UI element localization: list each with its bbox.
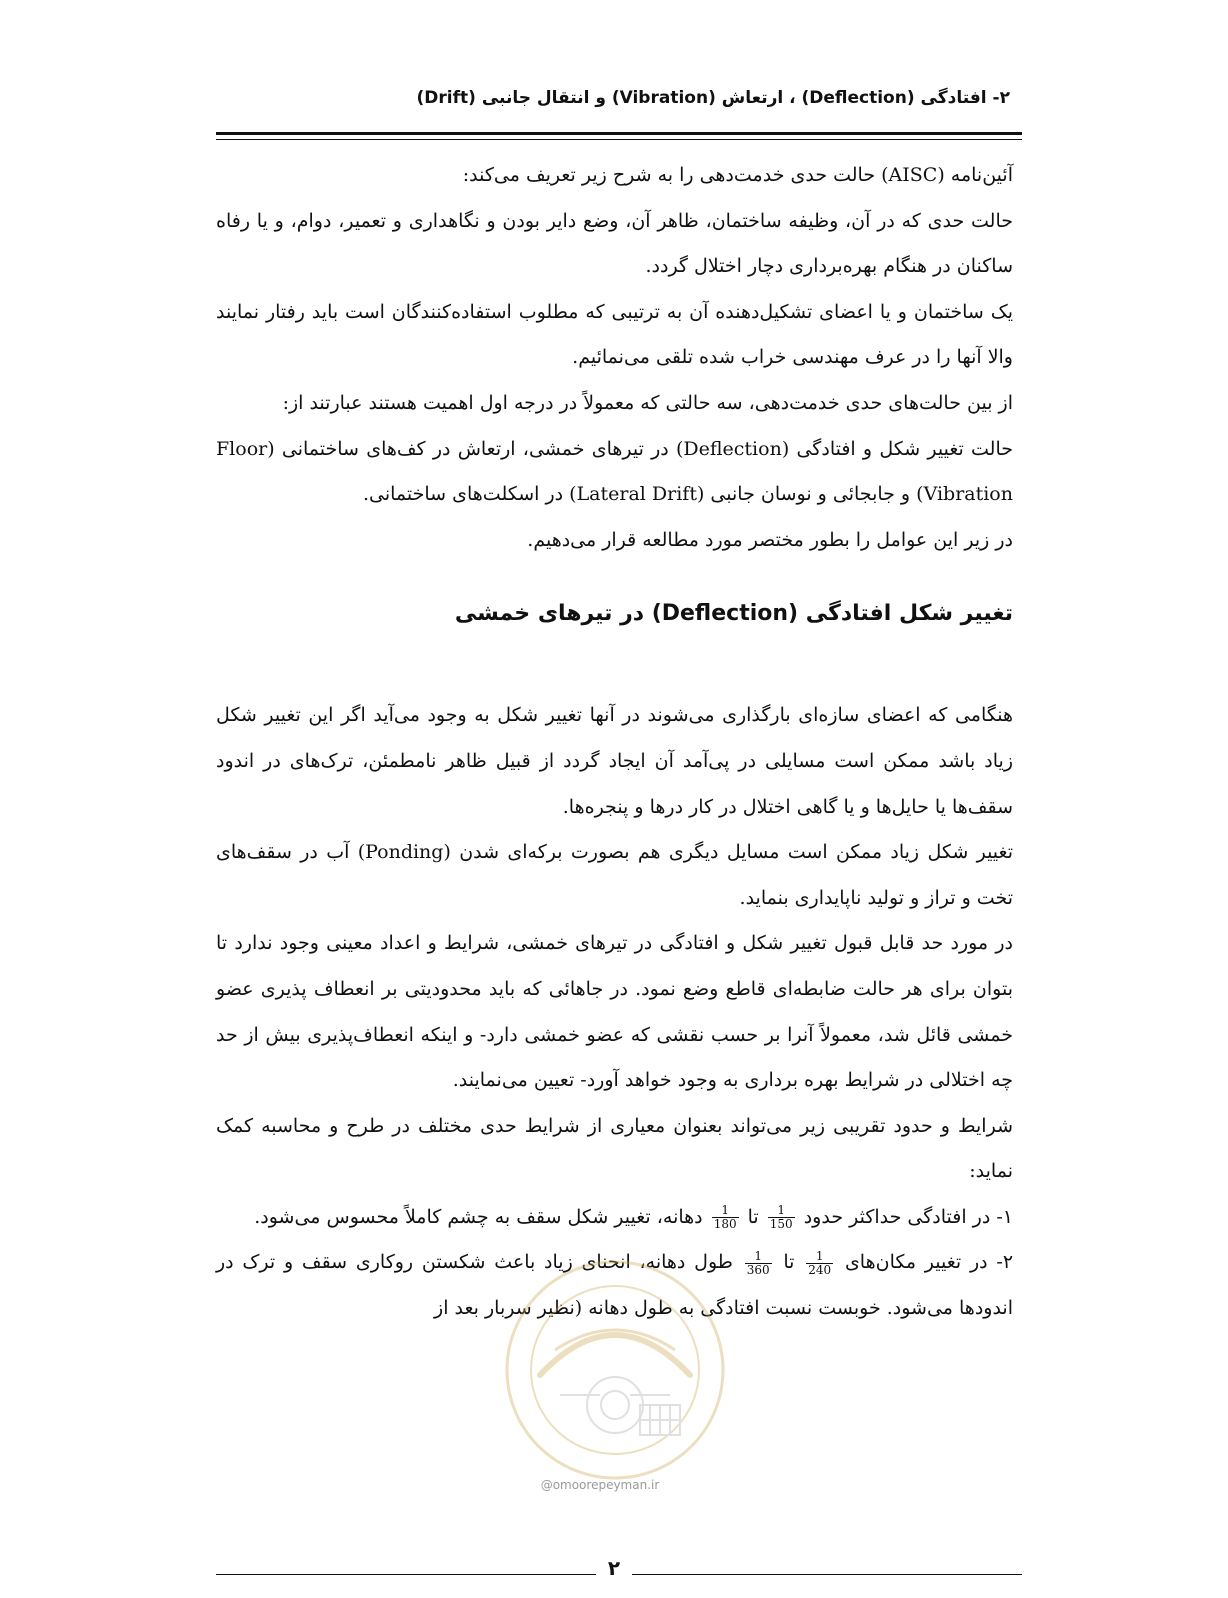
fraction-denominator: 180 <box>713 1217 737 1232</box>
paragraph-behavior: یک ساختمان و یا اعضای تشکیل‌دهنده آن به ترتیبی که مطلوب استفاده‌کنندگان است باید رفتار نمایند والا آنها را در عرف مهندسی خراب شده تلقی می‌نمائیم. <box>216 300 1013 369</box>
paragraph-definition: حالت حدی که در آن، وظیفه ساختمان، ظاهر آن، وضع دایر بودن و نگاهداری و تعمیر، دوام، و یا رفاه ساکنان در هنگام بهره‌برداری دچار اختلال گردد. <box>216 209 1013 278</box>
fraction-1-360 <box>745 1250 772 1277</box>
body-text <box>216 153 1013 1332</box>
fraction-denominator: 240 <box>808 1262 832 1277</box>
fraction-1-180 <box>712 1204 739 1231</box>
paragraph-study-note: در زیر این عوامل را بطور مختصر مورد مطالعه قرار می‌دهیم. <box>527 528 1013 551</box>
fraction-1-240 <box>806 1250 833 1277</box>
list-item-1-suffix: دهانه، تغییر شکل سقف به چشم کاملاً محسوس می‌شود. <box>254 1205 703 1228</box>
running-header: ۲- افتادگی (Deflection) ، ارتعاش (Vibration) و انتقال جانبی (Drift) <box>416 88 1010 108</box>
paragraph-criteria: شرایط و حدود تقریبی زیر می‌تواند بعنوان معیاری از شرایط حدی مختلف در طرح و محاسبه کمک نماید: <box>216 1114 1013 1183</box>
paragraph-deformation: هنگامی که اعضای سازه‌ای بارگذاری می‌شوند در آنها تغییر شکل به وجود می‌آید اگر این تغییر شکل زیاد باشد ممکن است مسایلی در پی‌آمد آن ایجاد گردد از قبیل ظاهر نامطمئن، ترک‌های در اندود سقف‌ها یا حایل‌ها و یا گاهی اختلال در کار درها و پنجره‌ها. <box>216 704 1013 818</box>
list-item-2-suffix: طول دهانه، انحنای زیاد باعث شکستن روکاری سقف و ترک در اندودها می‌شود. خوبست نسبت افتادگی به طول دهانه (نظیر سربار بعد از <box>216 1251 1013 1320</box>
paragraph-limits: در مورد حد قابل قبول تغییر شکل و افتادگی در تیرهای خمشی، شرایط و اعداد معینی وجود ندارد تا بتوان برای هر حالت ضابطه‌ای قاطع وضع نمود. در جاهائی که باید محدودیتی بر انعطاف پذیری عضو خمشی قائل شد، معمولاً آنرا بر حسب نقشی که عضو خمشی دارد- و اینکه انعطاف‌پذیری بیش از حد چه اختلالی در شرایط بهره برداری به وجود خواهد آورد- تعیین می‌نمایند. <box>216 932 1013 1092</box>
list-item-1-between: تا <box>747 1205 759 1228</box>
list-item-2-prefix: ۲- در تغییر مکان‌های <box>844 1251 1014 1274</box>
fraction-denominator: 360 <box>746 1262 770 1277</box>
footer-rule-left <box>216 1574 596 1575</box>
header-rule-thick <box>216 132 1022 135</box>
footer-rule-right <box>632 1574 1022 1575</box>
fraction-numerator: 1 <box>712 1204 739 1218</box>
page-number: ۲ <box>607 1556 621 1580</box>
paragraph-intro: آئین‌نامه (AISC) حالت حدی خدمت‌دهی را به شرح زیر تعریف می‌کند: <box>462 164 1013 186</box>
fraction-numerator: 1 <box>806 1250 833 1264</box>
list-item-1-prefix: ۱- در افتادگی حداکثر حدود <box>803 1205 1013 1228</box>
fraction-1-150 <box>768 1204 795 1231</box>
section-heading: تغییر شکل افتادگی (Deflection) در تیرهای خمشی <box>454 601 1013 627</box>
fraction-numerator: 1 <box>745 1250 772 1264</box>
header-rule-thin <box>216 139 1022 140</box>
paragraph-states-list: حالت تغییر شکل و افتادگی (Deflection) در تیرهای خمشی، ارتعاش در کف‌های ساختمانی (Floor Vibration) و جابجائی و نوسان جانبی (Lateral Drift) در اسکلت‌های ساختمانی. <box>216 437 1013 506</box>
list-item-2 <box>216 1240 1013 1331</box>
watermark-site: @omoorepeyman.ir <box>540 1478 660 1492</box>
paragraph-three-states: از بین حالت‌های حدی خدمت‌دهی، سه حالتی که معمولاً در درجه اول اهمیت هستند عبارتند از: <box>282 391 1013 414</box>
list-item-1 <box>216 1195 1013 1241</box>
fraction-denominator: 150 <box>769 1217 793 1232</box>
list-item-2-between: تا <box>783 1251 795 1274</box>
paragraph-ponding: تغییر شکل زیاد ممکن است مسایل دیگری هم بصورت برکه‌ای شدن (Ponding) آب در سقف‌های تخت و تراز و تولید ناپایداری بنماید. <box>216 841 1013 909</box>
fraction-numerator: 1 <box>768 1204 795 1218</box>
